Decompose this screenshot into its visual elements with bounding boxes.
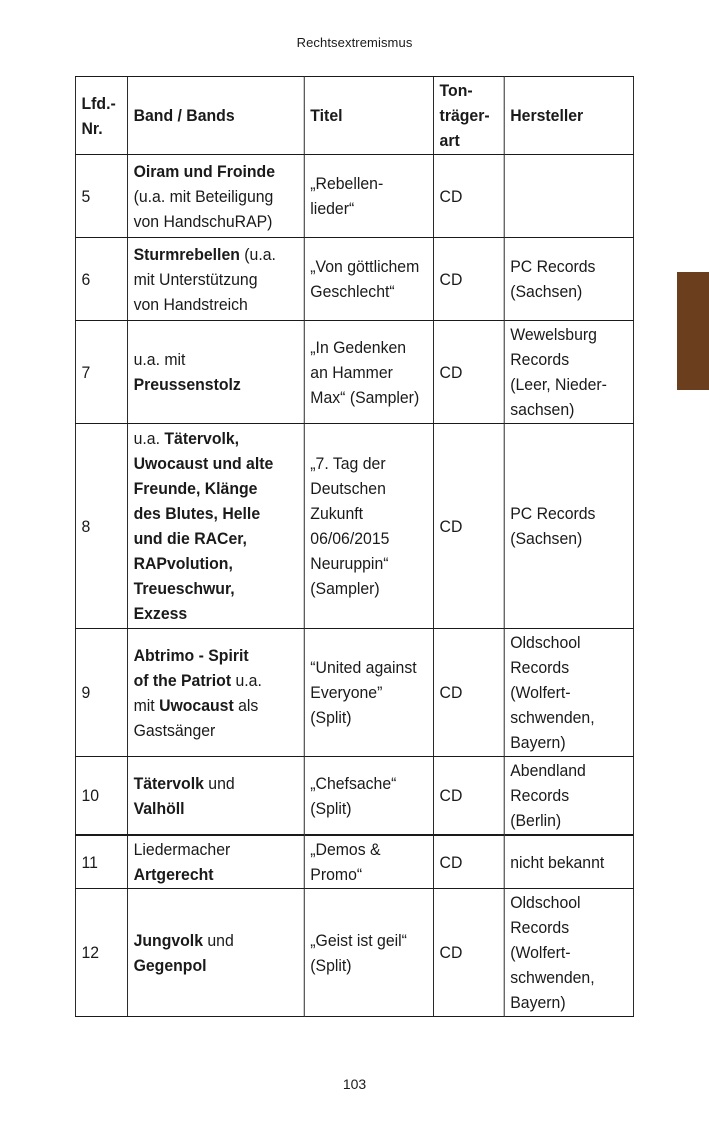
column-header-band: Band / Bands — [128, 77, 305, 155]
cell-band: u.a. Tätervolk, Uwocaust und alte Freunde, Klänge des Blutes, Helle und die RACer, RAPvolution, Treueschwur, Exzess — [128, 424, 305, 629]
cell-band: Oiram und Froinde (u.a. mit Beteiligung von HandschuRAP) — [128, 155, 305, 238]
cell-hersteller — [504, 155, 633, 238]
cell-band: u.a. mit Preussenstolz — [128, 321, 305, 424]
cell-nr: 5 — [75, 155, 127, 238]
cell-nr: 9 — [75, 629, 127, 757]
table-row — [75, 889, 633, 1017]
table-row — [75, 321, 633, 424]
cell-nr: 11 — [75, 835, 127, 889]
cell-band: Sturmrebellen (u.a. mit Unterstützung von Handstreich — [128, 238, 305, 321]
cell-tontraegerart: CD — [434, 757, 505, 836]
cell-nr: 7 — [75, 321, 127, 424]
cell-hersteller: Oldschool Records (Wolfert- schwenden, Bayern) — [504, 629, 633, 757]
cell-titel: „Von göttlichem Geschlecht“ — [304, 238, 433, 321]
table-row — [75, 757, 633, 836]
cell-titel: „Chefsache“ (Split) — [304, 757, 433, 836]
cell-nr: 8 — [75, 424, 127, 629]
cell-tontraegerart: CD — [434, 835, 505, 889]
cell-hersteller: PC Records (Sachsen) — [504, 238, 633, 321]
cell-titel: „Geist ist geil“ (Split) — [304, 889, 433, 1017]
cell-band: Liedermacher Artgerecht — [128, 835, 305, 889]
cell-tontraegerart: CD — [434, 629, 505, 757]
cell-tontraegerart: CD — [434, 889, 505, 1017]
cell-titel: „Demos & Promo“ — [304, 835, 433, 889]
cell-titel: “United against Everyone” (Split) — [304, 629, 433, 757]
cell-tontraegerart: CD — [434, 238, 505, 321]
cell-band: Abtrimo - Spirit of the Patriot u.a. mit Uwocaust als Gastsänger — [128, 629, 305, 757]
running-title: Rechtsextremismus — [296, 35, 413, 50]
cell-nr: 10 — [75, 757, 127, 836]
table-row — [75, 238, 633, 321]
column-header-tontraegerart: Ton- träger- art — [434, 77, 505, 155]
cell-hersteller: nicht bekannt — [504, 835, 633, 889]
table-header-row — [75, 77, 633, 155]
cell-band: Jungvolk und Gegenpol — [128, 889, 305, 1017]
cell-titel: „Rebellen- lieder“ — [304, 155, 433, 238]
column-header-titel: Titel — [304, 77, 433, 155]
table-row — [75, 835, 633, 889]
cell-hersteller: Wewelsburg Records (Leer, Nieder- sachsen) — [504, 321, 633, 424]
table-row — [75, 424, 633, 629]
cell-tontraegerart: CD — [434, 155, 505, 238]
column-header-hersteller: Hersteller — [504, 77, 633, 155]
table-row — [75, 155, 633, 238]
band-table — [75, 76, 634, 1017]
cell-tontraegerart: CD — [434, 424, 505, 629]
cell-titel: „7. Tag der Deutschen Zukunft 06/06/2015 Neuruppin“ (Sampler) — [304, 424, 433, 629]
cell-hersteller: Oldschool Records (Wolfert- schwenden, Bayern) — [504, 889, 633, 1017]
cell-nr: 12 — [75, 889, 127, 1017]
chapter-tab-marker — [677, 272, 709, 390]
cell-titel: „In Gedenken an Hammer Max“ (Sampler) — [304, 321, 433, 424]
table-row — [75, 629, 633, 757]
column-header-nr: Lfd.- Nr. — [75, 77, 127, 155]
cell-band: Tätervolk und Valhöll — [128, 757, 305, 836]
cell-hersteller: PC Records (Sachsen) — [504, 424, 633, 629]
cell-nr: 6 — [75, 238, 127, 321]
cell-tontraegerart: CD — [434, 321, 505, 424]
page-number: 103 — [342, 1076, 367, 1092]
cell-hersteller: Abendland Records (Berlin) — [504, 757, 633, 836]
